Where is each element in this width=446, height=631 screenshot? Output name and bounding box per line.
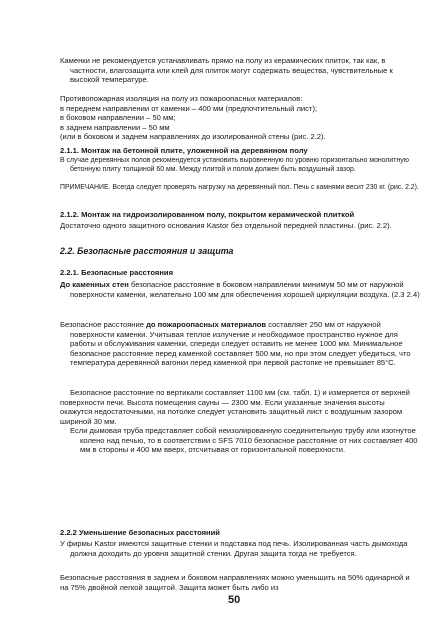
intro-paragraph: Каменки не рекомендуется устанавливать прямо на полу из керамических плиток, так как, в частности, влагозащита или клей для плиток могут содержать вещества, чувствительные к высокой температуре. — [60, 56, 393, 85]
page-number: 50 — [228, 594, 241, 606]
section-2-1-2-heading: 2.1.2. Монтаж на гидроизолированном полу, покрытом керамической плиткой — [60, 210, 355, 219]
stone-walls-paragraph — [60, 280, 420, 299]
section-2-2-heading: 2.2. Безопасные расстояния и защита — [60, 246, 234, 256]
flammable-materials-paragraph — [60, 320, 420, 368]
section-2-1-1-heading: 2.1.1. Монтаж на бетонной плите, уложенной на деревянном полу — [60, 146, 308, 155]
kastor-protection-paragraph: У фирмы Kastor имеются защитные стенки и подставка под печь. Изолированная часть дымохода должна доходить до уровня защитной стенки. Другая защита тогда не требуется. — [60, 539, 408, 558]
fire-insulation-note: (или в боковом и заднем направлениях до изолированной стены (рис. 2.2). — [60, 132, 326, 142]
section-2-1-2-text: Достаточно одного защитного основания Kastor без отдельной передней пластины. (рис. 2.2). — [60, 221, 392, 230]
fire-insulation-front: в переднем направлении от каменки – 400 мм (предпочтительный лист); — [60, 103, 318, 113]
chimney-paragraph: Если дымовая труба представляет собой неизолированную соединительную трубу или изогнутое колено над печью, то в соответствии с SFS 7010 безопасное расстояние от них составляет 400 мм в стороны и 400 мм вверх, отсчитывая от горизонтальной поверхности. — [70, 426, 418, 455]
vertical-distance-paragraph: Безопасное расстояние по вертикали составляет 1100 мм (см. табл. 1) и измеряется от верхней поверхности печи. Высота помещения сауны — 2300 мм. Если указанные значения высоты окажутся недостаточными, на потолке следует установить защитный лист с воздушным зазором шириной 30 мм. — [60, 388, 410, 426]
section-2-2-1-heading: 2.2.1. Безопасные расстояния — [60, 268, 174, 277]
fire-insulation-list — [60, 94, 410, 142]
section-2-1-1-note: ПРИМЕЧАНИЕ. Всегда следует проверять нагрузку на деревянный пол. Печь с камнями весит 230 кг. (рис. 2.2). — [60, 184, 419, 191]
flammable-materials-lead: до пожароопасных материалов — [146, 320, 267, 329]
fire-insulation-side: в боковом направлении – 50 мм; — [60, 113, 176, 123]
stone-walls-lead: До каменных стен — [60, 280, 129, 289]
flammable-materials-pre: Безопасное расстояние — [60, 320, 147, 329]
fire-insulation-back: в заднем направлении – 50 мм — [60, 122, 170, 132]
reduce-distances-paragraph: Безопасные расстояния в заднем и боковом направлениях можно уменьшить на 50% одинарной и на 75% двойной легкой защитой. Защита может быть либо из — [60, 573, 410, 592]
section-2-2-2-heading: 2.2.2 Уменьшение безопасных расстояний — [60, 528, 220, 537]
fire-insulation-title: Противопожарная изоляция на полу из пожароопасных материалов: — [60, 94, 303, 103]
stone-walls-text: безопасное расстояние в боковом направлении минимум 50 мм от наружной поверхности каменки, желательно 100 мм для обеспечения хорошей циркуляции воздуха. (2.3 2.4) — [70, 280, 420, 299]
section-2-1-1-text: В случае деревянных полов рекомендуется установить выровненную по уровню горизонтально монолитную бетонную плиту толщиной 60 мм. Между плитой и полом должен быть воздушный зазор. — [60, 157, 409, 173]
flammable-materials-text: составляет 250 мм от наружной поверхности каменки. Учитывая теплое излучение и необходимое пространство нужное для работы и обслуживания каменки, спереди следует оставить не менее 1000 мм. Минимальное безопасное расстояние перед каменкой составляет 500 мм, но при этом следует убедиться, что температура деревянной вагонки перед каменкой при первой растопке не превышает 85°С. — [70, 320, 411, 368]
